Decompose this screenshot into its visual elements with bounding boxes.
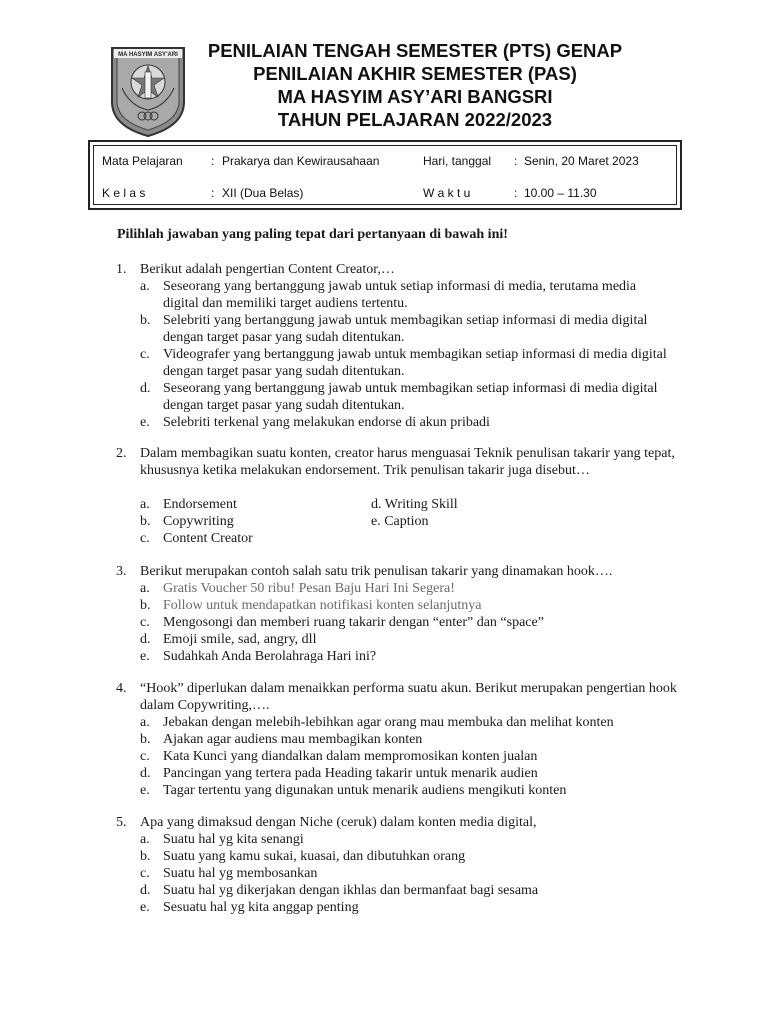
subject-value: Prakarya dan Kewirausahaan (222, 154, 380, 168)
time-label: W a k t u (423, 186, 471, 200)
option-d[interactable] (0, 380, 768, 414)
option-list (0, 278, 768, 431)
option-b[interactable] (0, 597, 768, 614)
option-letter: a. (140, 832, 150, 847)
option-c[interactable] (0, 614, 768, 631)
option-c[interactable] (0, 530, 768, 547)
colon: : (211, 186, 215, 200)
option-letter: a. (140, 581, 150, 596)
option-text: Seseorang yang bertanggung jawab untuk membagikan setiap informasi di media digital dengan target pasar yang sudah ditentukan. (163, 381, 658, 413)
question-text: Dalam membagikan suatu konten, creator harus menguasai Teknik penulisan takarir yang tepat, khususnya ketika melakukan endorsement. Trik penulisan takarir juga disebut… (140, 446, 675, 478)
option-e[interactable] (0, 899, 768, 916)
academic-year: TAHUN PELAJARAN 2022/2023 (277, 109, 553, 130)
option-d[interactable] (0, 882, 768, 899)
option-text: Mengosongi dan memberi ruang takarir dengan “enter” dan “space” (163, 615, 544, 630)
question-text: Berikut merupakan contoh salah satu trik penulisan takarir yang dinamakan hook…. (140, 564, 613, 579)
option-text: Seseorang yang bertanggung jawab untuk setiap informasi di media, terutama media digital dan memiliki target audiens tertentu. (163, 279, 637, 311)
option-c[interactable] (0, 346, 768, 380)
option-letter: d. (140, 381, 151, 396)
option-d[interactable] (0, 631, 768, 648)
exam-header (0, 0, 768, 140)
time-value: 10.00 – 11.30 (524, 186, 597, 200)
subject-label: Mata Pelajaran (102, 154, 183, 168)
option-letter: e. (140, 649, 150, 664)
option-e[interactable]: e. Caption (371, 514, 429, 529)
option-letter: d. (140, 632, 151, 647)
question-number: 4. (116, 681, 127, 696)
option-d[interactable]: d. Writing Skill (371, 497, 458, 512)
option-text: Suatu hal yg kita senangi (163, 832, 304, 847)
option-letter: e. (140, 415, 150, 430)
option-letter: b. (140, 598, 151, 613)
class-label: K e l a s (102, 186, 146, 200)
option-text: Endorsement (163, 497, 237, 512)
question-number: 3. (116, 564, 127, 579)
option-letter: d. (140, 883, 151, 898)
option-text: Sudahkah Anda Berolahraga Hari ini? (163, 649, 377, 664)
option-text: Suatu hal yg membosankan (163, 866, 318, 881)
question-number: 1. (116, 262, 127, 277)
option-text: Suatu hal yg dikerjakan dengan ikhlas dan bermanfaat bagi sesama (163, 883, 539, 898)
question-text: “Hook” diperlukan dalam menaikkan performa suatu akun. Berikut merupakan pengertian hook dalam Copywriting,…. (140, 681, 677, 713)
option-letter: b. (140, 732, 151, 747)
date-label: Hari, tanggal (423, 154, 492, 168)
option-letter: a. (140, 715, 150, 730)
option-letter: e. (140, 783, 150, 798)
option-text: Sesuatu hal yg kita anggap penting (163, 900, 359, 915)
svg-text:MA HASYIM ASY'ARI: MA HASYIM ASY'ARI (118, 52, 178, 58)
option-b[interactable] (0, 731, 768, 748)
option-a[interactable] (0, 831, 768, 848)
school-logo (108, 40, 188, 138)
colon: : (211, 154, 215, 168)
date-value: Senin, 20 Maret 2023 (524, 154, 639, 168)
option-text: Videografer yang bertanggung jawab untuk membagikan setiap informasi di media digital dengan target pasar yang sudah ditentukan. (163, 347, 667, 379)
instruction-text: Pilihlah jawaban yang paling tepat dari pertanyaan di bawah ini! (117, 227, 508, 242)
option-text: Selebriti terkenal yang melakukan endorse di akun pribadi (163, 415, 490, 430)
question-text: Apa yang dimaksud dengan Niche (ceruk) dalam konten media digital, (140, 815, 537, 830)
question-number: 2. (116, 446, 127, 461)
option-e[interactable] (0, 414, 768, 431)
option-letter: c. (140, 615, 150, 630)
option-letter: c. (140, 749, 150, 764)
option-d[interactable] (0, 765, 768, 782)
colon: : (514, 154, 518, 168)
option-letter: a. (140, 279, 150, 294)
colon: : (514, 186, 518, 200)
option-text: Suatu yang kamu sukai, kuasai, dan dibutuhkan orang (163, 849, 466, 864)
option-letter: b. (140, 313, 151, 328)
option-c[interactable] (0, 865, 768, 882)
option-letter: c. (140, 531, 150, 546)
option-a[interactable] (0, 580, 768, 597)
class-value: XII (Dua Belas) (222, 186, 304, 200)
option-text: Content Creator (163, 531, 253, 546)
option-text: Ajakan agar audiens mau membagikan konten (163, 732, 423, 747)
option-text: Tagar tertentu yang digunakan untuk menarik audiens mengikuti konten (163, 783, 567, 798)
option-text: Selebriti yang bertanggung jawab untuk membagikan setiap informasi di media digital dengan target pasar yang sudah ditentukan. (163, 313, 648, 345)
option-text: Follow untuk mendapatkan notifikasi konten selanjutnya (163, 598, 482, 613)
option-letter: a. (140, 497, 150, 512)
exam-title-line: PENILAIAN AKHIR SEMESTER (PAS) (253, 63, 577, 84)
option-letter: e. (140, 900, 150, 915)
option-text: Jebakan dengan melebih-lebihkan agar orang mau membuka dan melihat konten (163, 715, 614, 730)
option-text: Kata Kunci yang diandalkan dalam mempromosikan konten jualan (163, 749, 538, 764)
option-text: Copywriting (163, 514, 234, 529)
option-text: Emoji smile, sad, angry, dll (163, 632, 317, 647)
school-name: MA HASYIM ASY’ARI BANGSRI (277, 86, 553, 107)
option-letter: d. (140, 766, 151, 781)
option-c[interactable] (0, 748, 768, 765)
option-letter: b. (140, 849, 151, 864)
option-text: Pancingan yang tertera pada Heading takarir untuk menarik audien (163, 766, 538, 781)
option-list (0, 580, 768, 665)
option-e[interactable] (0, 782, 768, 799)
option-b[interactable] (0, 848, 768, 865)
option-text: Gratis Voucher 50 ribu! Pesan Baju Hari Ini Segera! (163, 581, 455, 596)
option-e[interactable] (0, 648, 768, 665)
question-number: 5. (116, 815, 127, 830)
option-list (0, 714, 768, 799)
option-letter: b. (140, 514, 151, 529)
option-list (0, 831, 768, 916)
exam-info-box (88, 140, 682, 210)
exam-title-block (190, 39, 640, 131)
exam-title-line: PENILAIAN TENGAH SEMESTER (PTS) GENAP (207, 40, 623, 61)
option-letter: c. (140, 347, 150, 362)
option-a[interactable] (0, 278, 768, 312)
option-letter: c. (140, 866, 150, 881)
question-text: Berikut adalah pengertian Content Creator,… (140, 262, 395, 277)
option-a[interactable] (0, 714, 768, 731)
option-list (0, 496, 768, 547)
option-b[interactable] (0, 312, 768, 346)
